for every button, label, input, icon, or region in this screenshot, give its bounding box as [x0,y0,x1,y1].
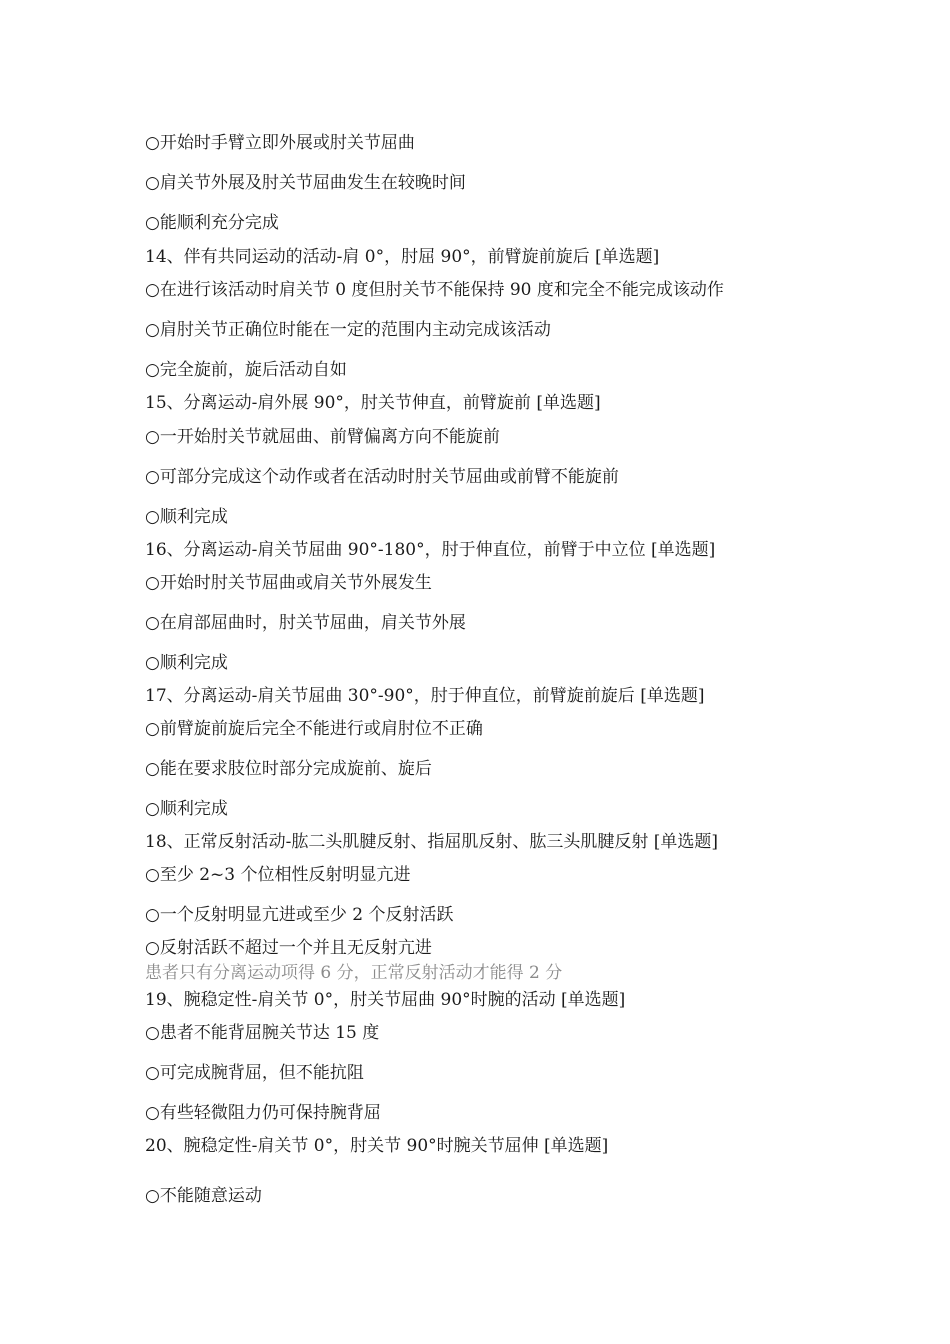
option-radio[interactable]: ○肩关节外展及肘关节屈曲发生在较晚时间 [145,173,466,193]
option-radio[interactable]: ○患者不能背屈腕关节达 15 度 [145,1023,380,1043]
option-radio[interactable]: ○有些轻微阻力仍可保持腕背屈 [145,1103,381,1123]
option-radio[interactable]: ○顺利完成 [145,653,228,673]
option-radio[interactable]: ○至少 2~3 个位相性反射明显亢进 [145,865,411,885]
option-radio[interactable]: ○开始时手臂立即外展或肘关节屈曲 [145,133,415,153]
option-radio[interactable]: ○肩肘关节正确位时能在一定的范围内主动完成该活动 [145,320,551,340]
option-radio[interactable]: ○能在要求肢位时部分完成旋前、旋后 [145,759,432,779]
option-radio[interactable]: ○在肩部屈曲时，肘关节屈曲，肩关节外展 [145,613,466,633]
option-radio[interactable]: ○顺利完成 [145,799,228,819]
question-18-title: 18、正常反射活动-肱二头肌腱反射、指屈肌反射、肱三头肌腱反射 [单选题] [145,832,719,852]
option-radio[interactable]: ○可完成腕背屈，但不能抗阻 [145,1063,364,1083]
option-radio[interactable]: ○能顺利充分完成 [145,213,279,233]
option-radio[interactable]: ○开始时肘关节屈曲或肩关节外展发生 [145,573,432,593]
option-radio[interactable]: ○在进行该活动时肩关节 0 度但肘关节不能保持 90 度和完全不能完成该动作 [145,280,724,300]
question-14-title: 14、伴有共同运动的活动-肩 0°，肘屈 90°，前臂旋前旋后 [单选题] [145,247,660,267]
scoring-note: 患者只有分离运动项得 6 分，正常反射活动才能得 2 分 [145,963,563,983]
option-radio[interactable]: ○不能随意运动 [145,1186,262,1206]
option-radio[interactable]: ○一开始肘关节就屈曲、前臂偏离方向不能旋前 [145,427,500,447]
question-20-title: 20、腕稳定性-肩关节 0°，肘关节 90°时腕关节屈伸 [单选题] [145,1136,609,1156]
question-19-title: 19、腕稳定性-肩关节 0°，肘关节屈曲 90°时腕的活动 [单选题] [145,990,626,1010]
question-17-title: 17、分离运动-肩关节屈曲 30°-90°，肘于伸直位，前臂旋前旋后 [单选题] [145,686,705,706]
option-radio[interactable]: ○完全旋前，旋后活动自如 [145,360,347,380]
question-15-title: 15、分离运动-肩外展 90°，肘关节伸直，前臂旋前 [单选题] [145,393,601,413]
option-radio[interactable]: ○反射活跃不超过一个并且无反射亢进 [145,938,432,958]
question-16-title: 16、分离运动-肩关节屈曲 90°-180°，肘于伸直位，前臂于中立位 [单选题] [145,540,716,560]
option-radio[interactable]: ○一个反射明显亢进或至少 2 个反射活跃 [145,905,454,925]
option-radio[interactable]: ○前臂旋前旋后完全不能进行或肩肘位不正确 [145,719,483,739]
option-radio[interactable]: ○可部分完成这个动作或者在活动时肘关节屈曲或前臂不能旋前 [145,467,619,487]
option-radio[interactable]: ○顺利完成 [145,507,228,527]
